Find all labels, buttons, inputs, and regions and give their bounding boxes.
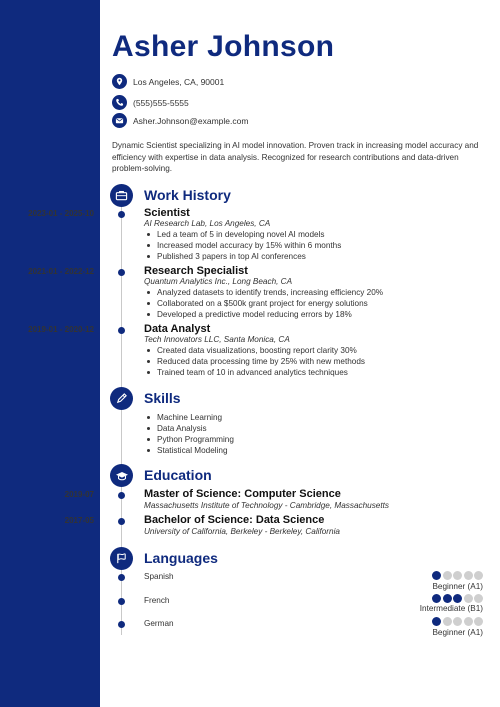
school-name: Massachusetts Institute of Technology - Cambridge, Massachusetts xyxy=(144,501,389,510)
list-item: Collaborated on a $500k grant project for energy solutions xyxy=(147,298,383,309)
rating-dot-filled xyxy=(432,617,441,626)
professional-summary: Dynamic Scientist specializing in AI model innovation. Proven track in increasing model accuracy and efficiency with expertise in data analysis. Recognized for research contributions and data-driven problem-solving. xyxy=(112,141,479,173)
list-item: Statistical Modeling xyxy=(147,445,234,456)
section-title-skills: Skills xyxy=(144,390,181,406)
job-company: Quantum Analytics Inc., Long Beach, CA xyxy=(144,277,293,286)
phone-text: (555)555-5555 xyxy=(133,97,189,108)
list-item: Developed a predictive model reducing errors by 18% xyxy=(147,309,383,320)
envelope-icon xyxy=(112,113,127,128)
list-item: Created data visualizations, boosting report clarity 30% xyxy=(147,345,365,356)
education-date: 2019-07 xyxy=(64,490,94,499)
job-dates: 2021-01 - 2022-12 xyxy=(28,267,94,276)
timeline-dot xyxy=(118,574,125,581)
degree-title: Bachelor of Science: Data Science xyxy=(144,514,325,526)
email-text[interactable]: Asher.Johnson@example.com xyxy=(133,115,249,126)
timeline-dot xyxy=(118,211,125,218)
timeline-dot xyxy=(118,492,125,499)
language-rating xyxy=(432,594,483,603)
language-level: Beginner (A1) xyxy=(432,582,483,591)
rating-dot-empty xyxy=(443,571,452,580)
timeline-dot xyxy=(118,598,125,605)
list-item: Led a team of 5 in developing novel AI models xyxy=(147,229,341,240)
briefcase-icon xyxy=(110,184,133,207)
language-level: Beginner (A1) xyxy=(432,628,483,637)
rating-dot-empty xyxy=(464,571,473,580)
flag-icon xyxy=(110,547,133,570)
job-bullets xyxy=(147,345,365,378)
language-rating xyxy=(432,571,483,580)
rating-dot-empty xyxy=(464,594,473,603)
language-name: Spanish xyxy=(144,572,174,581)
school-name: University of California, Berkeley - Berkeley, California xyxy=(144,527,340,536)
language-rating xyxy=(432,617,483,626)
language-name: French xyxy=(144,596,170,605)
job-company: Tech Innovators LLC, Santa Monica, CA xyxy=(144,335,290,344)
phone-icon xyxy=(112,95,127,110)
list-item: Analyzed datasets to identify trends, increasing efficiency 20% xyxy=(147,287,383,298)
rating-dot-empty xyxy=(464,617,473,626)
location-pin-icon xyxy=(112,74,127,89)
sidebar-band xyxy=(0,0,100,707)
rating-dot-empty xyxy=(443,617,452,626)
job-dates: 2019-01 - 2020-12 xyxy=(28,325,94,334)
contact-phone xyxy=(112,95,189,110)
rating-dot-empty xyxy=(474,571,483,580)
job-company: AI Research Lab, Los Angeles, CA xyxy=(144,219,271,228)
rating-dot-filled xyxy=(453,594,462,603)
skills-list xyxy=(147,412,234,456)
job-bullets xyxy=(147,287,383,320)
list-item: Increased model accuracy by 15% within 6 months xyxy=(147,240,341,251)
list-item: Python Programming xyxy=(147,434,234,445)
timeline-dot xyxy=(118,621,125,628)
language-name: German xyxy=(144,619,174,628)
list-item: Published 3 papers in top AI conferences xyxy=(147,251,341,262)
education-date: 2017-05 xyxy=(64,516,94,525)
timeline-dot xyxy=(118,518,125,525)
language-level: Intermediate (B1) xyxy=(419,604,483,613)
job-title: Research Specialist xyxy=(144,265,248,277)
rating-dot-empty xyxy=(453,571,462,580)
candidate-name: Asher Johnson xyxy=(112,30,335,63)
contact-location xyxy=(112,74,224,89)
job-bullets xyxy=(147,229,341,262)
list-item: Data Analysis xyxy=(147,423,234,434)
pencil-ruler-icon xyxy=(110,387,133,410)
list-item: Machine Learning xyxy=(147,412,234,423)
section-title-languages: Languages xyxy=(144,550,218,566)
section-title-work-history: Work History xyxy=(144,187,231,203)
location-text: Los Angeles, CA, 90001 xyxy=(133,76,225,87)
list-item: Trained team of 10 in advanced analytics techniques xyxy=(147,367,365,378)
rating-dot-filled xyxy=(432,571,441,580)
timeline-dot xyxy=(118,327,125,334)
rating-dot-filled xyxy=(443,594,452,603)
contact-email xyxy=(112,113,248,128)
section-title-education: Education xyxy=(144,467,212,483)
rating-dot-empty xyxy=(453,617,462,626)
graduation-cap-icon xyxy=(110,464,133,487)
rating-dot-empty xyxy=(474,594,483,603)
job-dates: 2023-01 - 2025-10 xyxy=(28,209,94,218)
rating-dot-empty xyxy=(474,617,483,626)
timeline-dot xyxy=(118,269,125,276)
rating-dot-filled xyxy=(432,594,441,603)
job-title: Scientist xyxy=(144,207,190,219)
degree-title: Master of Science: Computer Science xyxy=(144,488,341,500)
job-title: Data Analyst xyxy=(144,323,211,335)
list-item: Reduced data processing time by 25% with new methods xyxy=(147,356,365,367)
